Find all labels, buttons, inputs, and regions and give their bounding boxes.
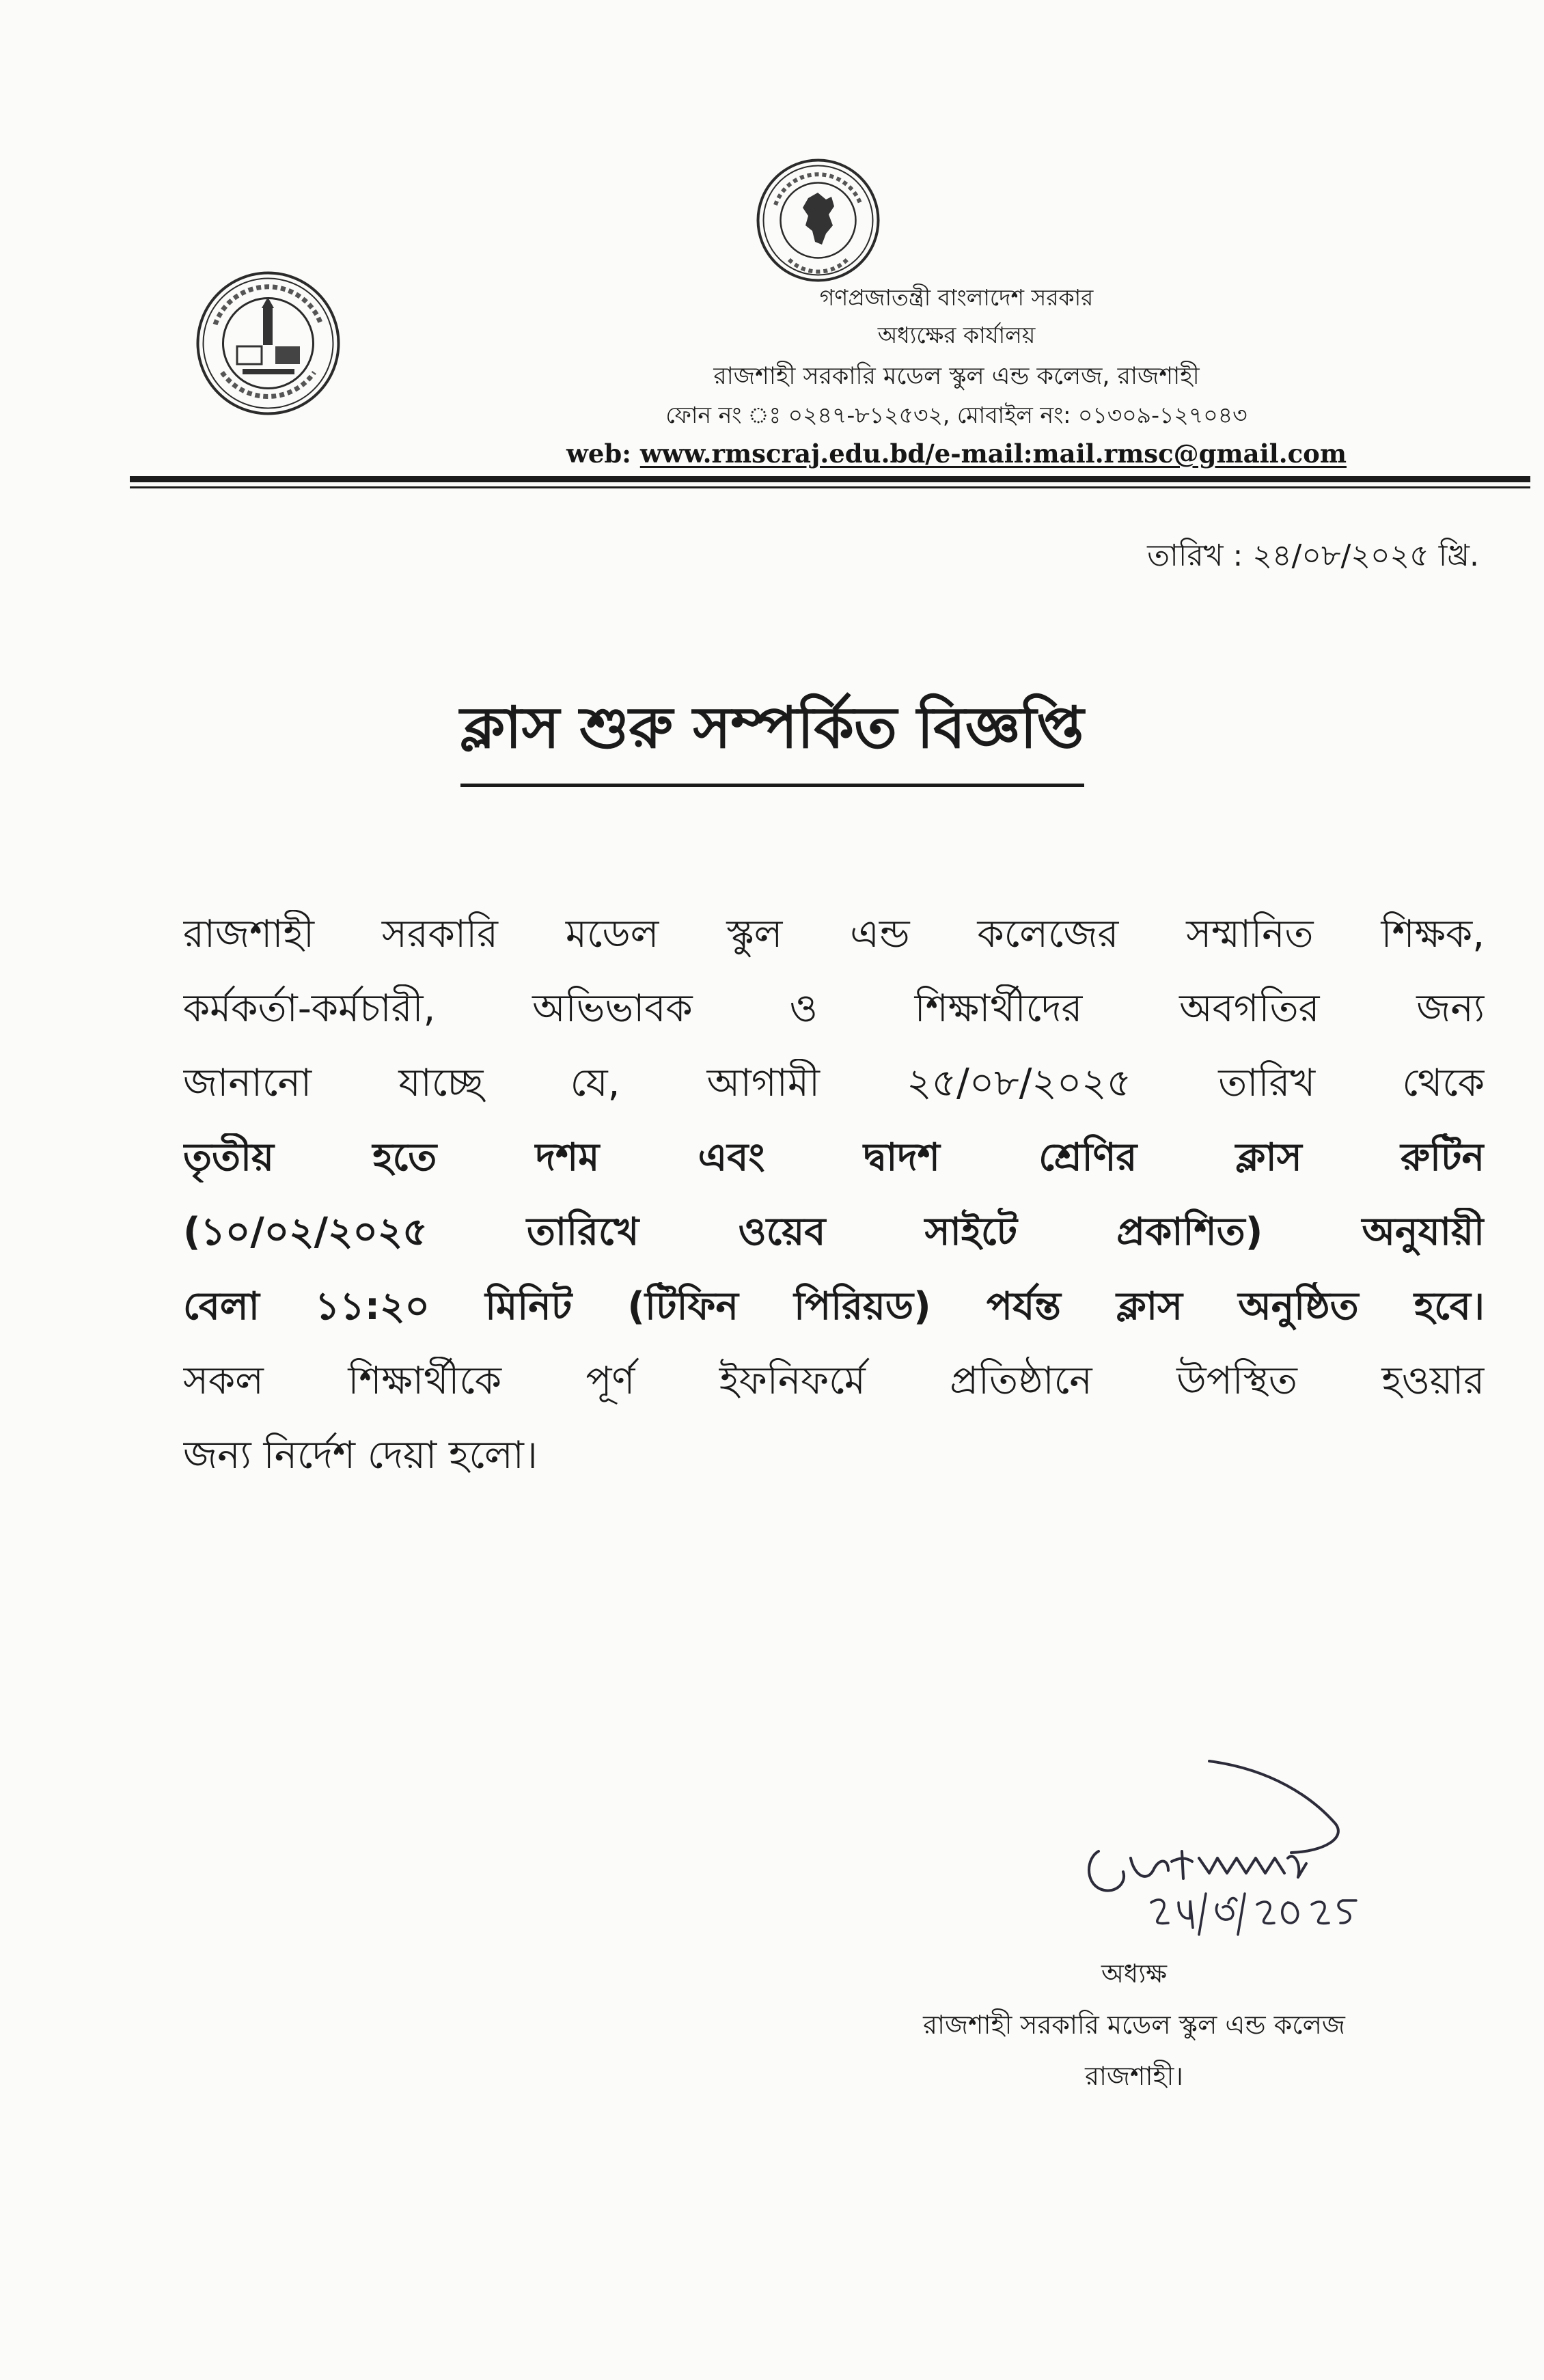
letterhead-institution: রাজশাহী সরকারি মডেল স্কুল এন্ড কলেজ, রাজশাহী (713, 363, 1200, 390)
body-line: জন্য নির্দেশ দেয়া হলো। (183, 1433, 538, 1478)
notice-title-text: ক্লাস শুরু সম্পর্কিত বিজ্ঞপ্তি (460, 683, 1084, 787)
letterhead-divider-thin (130, 486, 1530, 488)
letterhead-office: অধ্যক্ষের কার্যালয় (877, 322, 1036, 348)
signatory-designation: অধ্যক্ষ (1101, 1959, 1167, 1989)
body-line: রাজশাহী সরকারি মডেল স্কুল এন্ড কলেজের সম্মানিত শিক্ষক, (183, 912, 1485, 956)
signatory-institution: রাজশাহী সরকারি মডেল স্কুল এন্ড কলেজ (923, 2010, 1345, 2040)
signatory-city: রাজশাহী। (1085, 2061, 1183, 2091)
handwritten-signature (1066, 1749, 1421, 1954)
letterhead-government: গণপ্রজাতন্ত্রী বাংলাদেশ সরকার (819, 284, 1094, 311)
letterhead-web (410, 439, 1503, 469)
web-label: web: (566, 439, 640, 469)
body-line: বেলা ১১:২০ মিনিট (টিফিন পিরিয়ড) পর্যন্ত ক্লাস অনুষ্ঠিত হবে। (183, 1284, 1485, 1329)
notice-title (0, 683, 1544, 787)
government-seal (755, 157, 881, 283)
body-line: সকল শিক্ষার্থীকে পূর্ণ ইফনিফর্মে প্রতিষ্ঠানে উপস্থিত হওয়ার (183, 1359, 1485, 1403)
body-line: জানানো যাচ্ছে যে, আগামী ২৫/০৮/২০২৫ তারিখ থেকে (183, 1061, 1485, 1105)
school-seal (195, 270, 342, 417)
letterhead-divider (130, 476, 1530, 482)
letterhead-contact: ফোন নং ঃ ০২৪৭-৮১২৫৩২, মোবাইল নং: ০১৩০৯-১২৭০৪৩ (665, 402, 1247, 428)
notice-date: তারিখ : ২৪/০৮/২০২৫ খ্রি. (1147, 538, 1479, 573)
body-line: তৃতীয় হতে দশম এবং দ্বাদশ শ্রেণির ক্লাস রুটিন (183, 1135, 1485, 1180)
web-email-link[interactable]: www.rmscraj.edu.bd/e-mail:mail.rmsc@gmail.com (639, 439, 1347, 469)
body-line: কর্মকর্তা-কর্মচারী, অভিভাবক ও শিক্ষার্থীদের অবগতির জন্য (183, 986, 1485, 1031)
body-line: (১০/০২/২০২৫ তারিখে ওয়েব সাইটে প্রকাশিত) অনুযায়ী (183, 1210, 1485, 1254)
